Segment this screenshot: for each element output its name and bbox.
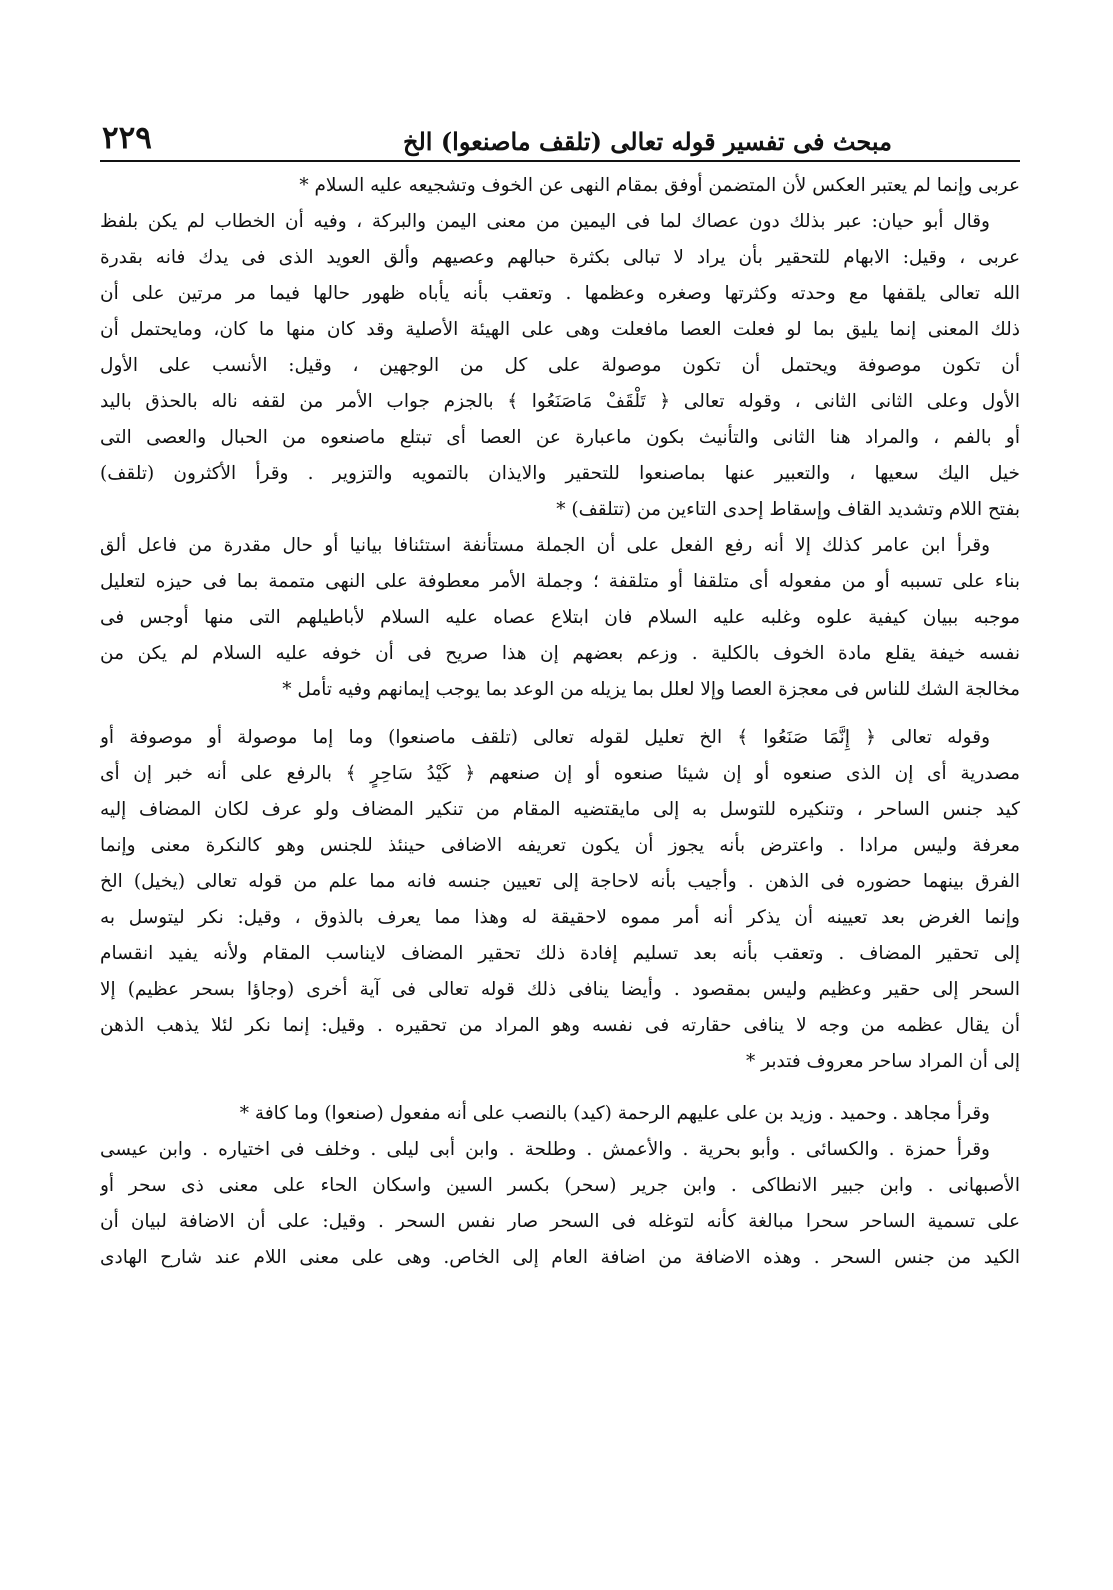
page-number: ٢٢٩ xyxy=(102,120,152,156)
text-line: وقوله تعالى ﴿ إِنَّمَا صَنَعُوا ﴾ الخ تعليل لقوله تعالى (تلقف ماصنعوا) وما إما موصولة أو موصوفة أو xyxy=(100,727,990,748)
text-line: بفتح اللام وتشديد القاف وإسقاط إحدى التاءين من (تتلقف) * xyxy=(556,499,1020,520)
text-line: بناء على تسببه أو من مفعوله أى متلقفا أو متلقفة ؛ وجملة الأمر معطوفة على النهى متممة بما فى حيزه لتعليل xyxy=(100,571,1020,592)
text-line: وقرأ ابن عامر كذلك إلا أنه رفع الفعل على أن الجملة مستأنفة استئنافا بيانيا أو حال مقدرة من فاعل ألق xyxy=(100,535,990,556)
text-line: أو بالفم ، والمراد هنا الثانى والتأنيث بكون ماعبارة عن العصا أى تبتلع ماصنعوه من الحبال والعصى التى xyxy=(100,427,1020,448)
text-line: عربى ، وقيل: الابهام للتحقير بأن يراد لا تبالى بكثرة حبالهم وعصيهم وألق العويد الذى فى يدك فانه بقدرة xyxy=(100,247,1020,268)
text-line: وقرأ حمزة . والكسائى . وأبو بحرية . والأعمش . وطلحة . وابن أبى ليلى . وخلف فى اختياره . وابن عيسى xyxy=(100,1139,990,1160)
text-line: أن يقال عظمه من وجه لا ينافى حقارته فى نفسه وهو المراد من تحقيره . وقيل: إنما نكر لئلا يذهب الذهن xyxy=(100,1015,1020,1036)
paragraph xyxy=(100,1096,1020,1132)
text-line: وقال أبو حيان: عبر بذلك دون عصاك لما فى اليمين من معنى اليمن والبركة ، وفيه أن الخطاب لم يكن بلفظ xyxy=(100,211,990,232)
page-header xyxy=(100,108,1020,162)
text-line: خيل اليك سعيها ، والتعبير عنها بماصنعوا للتحقير والايذان بالتمويه والتزوير . وقرأ الأكثرون (تلقف) xyxy=(100,463,1020,484)
paragraph xyxy=(100,528,1020,708)
paragraph xyxy=(100,720,1020,1080)
text-line: كيد جنس الساحر ، وتنكيره للتوسل به إلى مايقتضيه المقام من تنكير المضاف ولو عرف لكان المضاف إليه xyxy=(100,799,1020,820)
text-line: موجبه ببيان كيفية علوه وغلبه عليه السلام فان ابتلاع عصاه عليه السلام لأباطيلهم التى منها أوجس فى xyxy=(100,607,1020,628)
text-line: السحر إلى حقير وعظيم وليس بمقصود . وأيضا ينافى ذلك قوله تعالى فى آية أخرى (وجاؤا بسحر عظيم) إلا xyxy=(100,979,1020,1000)
running-title: مبحث فى تفسير قوله تعالى (تلقف ماصنعوا) الخ xyxy=(403,127,892,156)
text-line: وقرأ مجاهد . وحميد . وزيد بن على عليهم الرحمة (كيد) بالنصب على أنه مفعول (صنعوا) وما كافة * xyxy=(239,1103,990,1124)
text-line: الأول وعلى الثانى الثانى ، وقوله تعالى ﴿ تَلْقَفْ مَاصَنَعُوا ﴾ بالجزم جواب الأمر من لقفه ناله بالحذق باليد xyxy=(100,391,1020,412)
text-line: الله تعالى يلقفها مع وحدته وكثرتها وصغره وعظمها . وتعقب بأنه يأباه ظهور حالها فيما مر مرتين على أن xyxy=(100,283,1020,304)
text-line: على تسمية الساحر سحرا مبالغة كأنه لتوغله فى السحر صار نفس السحر . وقيل: على أن الاضافة لبيان أن xyxy=(100,1211,1020,1232)
text-line: ذلك المعنى إنما يليق بما لو فعلت العصا مافعلت وهى على الهيئة الأصلية وقد كان منها ما كان، ومايحتمل أن xyxy=(100,319,1020,340)
text-line: الكيد من جنس السحر . وهذه الاضافة من اضافة العام إلى الخاص. وهى على معنى اللام عند شارح الهادى xyxy=(100,1247,1020,1268)
text-line: معرفة وليس مرادا . واعترض بأنه يجوز أن يكون تعريفه الاضافى حينئذ للجنس وهو كالنكرة معنى وإنما xyxy=(100,835,1020,856)
text-line: وإنما الغرض بعد تعيينه أن يذكر أنه أمر مموه لاحقيقة له وهذا مما يعرف بالذوق ، وقيل: نكر ليتوسل به xyxy=(100,907,1020,928)
paragraph xyxy=(100,204,1020,528)
text-line: الفرق بينهما حضوره فى الذهن . وأجيب بأنه لاحاجة إلى تعيين جنسه فانه مما علم من قوله تعالى (يخيل) الخ xyxy=(100,871,1020,892)
text-line: أن تكون موصوفة ويحتمل أن تكون موصولة على كل من الوجهين ، وقيل: الأنسب على الأول xyxy=(100,355,1020,376)
paragraph xyxy=(100,168,1020,204)
text-line: مخالجة الشك للناس فى معجزة العصا وإلا لعلل بما يزيله من الوعد بما يوجب إيمانهم وفيه تأمل * xyxy=(282,679,1020,700)
text-line: الأصبهانى . وابن جبير الانطاكى . وابن جرير (سحر) بكسر السين واسكان الحاء على معنى ذى سحر أو xyxy=(100,1175,1020,1196)
text-line: عربى وإنما لم يعتبر العكس لأن المتضمن أوفق بمقام النهى عن الخوف وتشجيعه عليه السلام * xyxy=(299,175,1020,196)
paragraph xyxy=(100,1132,1020,1276)
text-line: نفسه خيفة يقلع مادة الخوف بالكلية . وزعم بعضهم إن هذا صريح فى أن خوفه عليه السلام لم يكن من xyxy=(100,643,1020,664)
text-line: إلى تحقير المضاف . وتعقب بأنه بعد تسليم إفادة ذلك تحقير المضاف لايناسب المقام ولأنه يفيد انقسام xyxy=(100,943,1020,964)
text-line: إلى أن المراد ساحر معروف فتدبر * xyxy=(746,1051,1020,1072)
text-line: مصدرية أى إن الذى صنعوه أو إن شيئا صنعوه أو إن صنعهم ﴿ كَيْدُ سَاحِرٍ ﴾ بالرفع على أنه خبر إن أى xyxy=(100,763,1020,784)
page xyxy=(100,108,1020,1276)
